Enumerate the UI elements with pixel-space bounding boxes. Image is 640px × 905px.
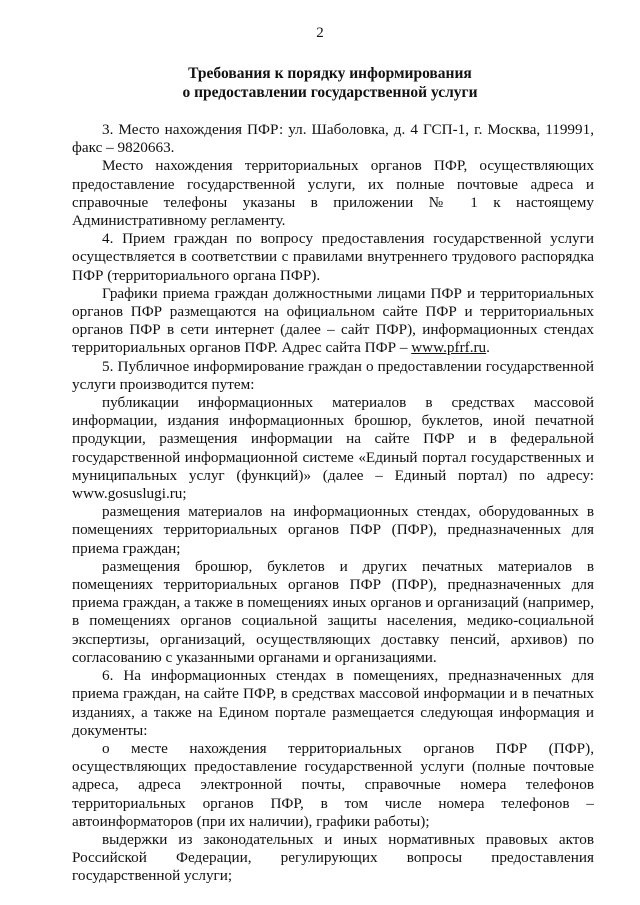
text-line: Место нахождения территориальных органов ПФР, осуществляющих (102, 157, 594, 175)
text-line: справочные телефоны указаны в приложении № 1 к настоящему (72, 193, 594, 211)
text-line: экспертизы, организаций, осуществляющих доставку пенсий, архивов) по (72, 630, 594, 648)
pfr-website-link[interactable]: www.pfrf.ru (411, 339, 487, 357)
text-line: выдержки из законодательных и иных нормативных правовых актов (102, 830, 594, 848)
text-line: государственной информационной системе «Единый портал государственных и (72, 448, 594, 466)
text-line: адреса, адреса электронной почты, справочные номера телефонов (72, 776, 594, 794)
text-line: предоставление государственной услуги, их полные почтовые адреса и (72, 175, 594, 193)
text-line: 6. На информационных стендах в помещениях, предназначенных для (102, 667, 594, 685)
text-line: продукции, размещения информации на сайте ПФР и в федеральной (72, 430, 594, 448)
text-line: органов ПФР в сети интернет (далее – сайт ПФР), информационных стендах (72, 321, 594, 339)
text-line: услуги производится путем: (72, 375, 255, 393)
text-line: приема граждан; (72, 539, 181, 557)
paragraph-stands (72, 503, 594, 558)
paragraph-3-address (72, 121, 594, 157)
text-fragment: территориальных органов ПФР. Адрес сайта ПФР – (72, 339, 412, 357)
document-body (72, 121, 594, 886)
page-number: 2 (316, 25, 324, 41)
paragraph-5-public-info (72, 358, 594, 394)
text-line: органов ПФР размещаются на официальном сайте ПФР и территориальных (72, 303, 594, 321)
text-line: помещениях территориальных органов ПФР (ПФР), предназначенных для (72, 521, 594, 539)
text-line: государственной услуги; (72, 867, 233, 885)
text-line (72, 339, 594, 357)
paragraph-territorial-bodies (72, 157, 594, 230)
text-line: согласованию с указанными органами и организациями. (72, 648, 437, 666)
paragraph-schedules (72, 285, 594, 358)
text-line: размещения материалов на информационных стендах, оборудованных в (102, 503, 594, 521)
text-line: ПФР (территориального органа ПФР). (72, 266, 321, 284)
paragraph-location-item (72, 740, 594, 831)
text-line: помещениях территориальных органов ПФР (ПФР), предназначенных для (72, 576, 594, 594)
paragraph-brochures (72, 558, 594, 667)
text-line: осуществляется в соответствии с правилами внутреннего трудового распорядка (72, 248, 594, 266)
text-line: публикации информационных материалов в средствах массовой (102, 394, 594, 412)
paragraph-excerpts-item (72, 831, 594, 886)
text-line: в помещениях органов социальной защиты населения, медико-социальной (72, 612, 594, 630)
text-fragment: . (486, 339, 490, 357)
text-line: www.gosuslugi.ru; (72, 485, 187, 503)
text-line: территориальных органов ПФР, в том числе номера телефонов – (72, 794, 594, 812)
document-title (60, 64, 600, 102)
text-line: о месте нахождения территориальных органов ПФР (ПФР), (102, 739, 594, 757)
text-line: Административному регламенту. (72, 212, 286, 230)
text-line: муниципальных услуг (функций)» (далее – Единый портал) по адресу: (72, 466, 594, 484)
text-line: факс – 9820663. (72, 139, 175, 157)
text-line: 4. Прием граждан по вопросу предоставления государственной услуги (102, 230, 594, 248)
paragraph-publications (72, 394, 594, 503)
title-line-2: о предоставлении государственной услуги (182, 84, 478, 101)
text-line: Графики приема граждан должностными лицами ПФР и территориальных (102, 284, 594, 302)
text-line: Российской Федерации, регулирующих вопросы предоставления (72, 849, 594, 867)
text-line: документы: (72, 721, 148, 739)
text-line: 5. Публичное информирование граждан о предоставлении государственной (102, 357, 594, 375)
text-line: осуществляющих предоставление государственной услуги (полные почтовые (72, 758, 594, 776)
paragraph-6-stands-info (72, 667, 594, 740)
paragraph-4-reception (72, 230, 594, 285)
text-line: приема граждан, на сайте ПФР, в средствах массовой информации и в печатных (72, 685, 594, 703)
title-line-1: Требования к порядку информирования (188, 65, 472, 82)
text-line: размещения брошюр, буклетов и других печатных материалов в (102, 557, 594, 575)
text-line: автоинформаторов (при их наличии), графики работы); (72, 812, 430, 830)
text-line: информации, издания информационных брошюр, буклетов, иной печатной (72, 412, 594, 430)
text-line: изданиях, а также на Едином портале размещается следующая информация и (72, 703, 594, 721)
text-line: 3. Место нахождения ПФР: ул. Шаболовка, д. 4 ГСП-1, г. Москва, 119991, (102, 121, 594, 138)
text-line: приема граждан, а также в помещениях иных органов и организаций (например, (72, 594, 594, 612)
